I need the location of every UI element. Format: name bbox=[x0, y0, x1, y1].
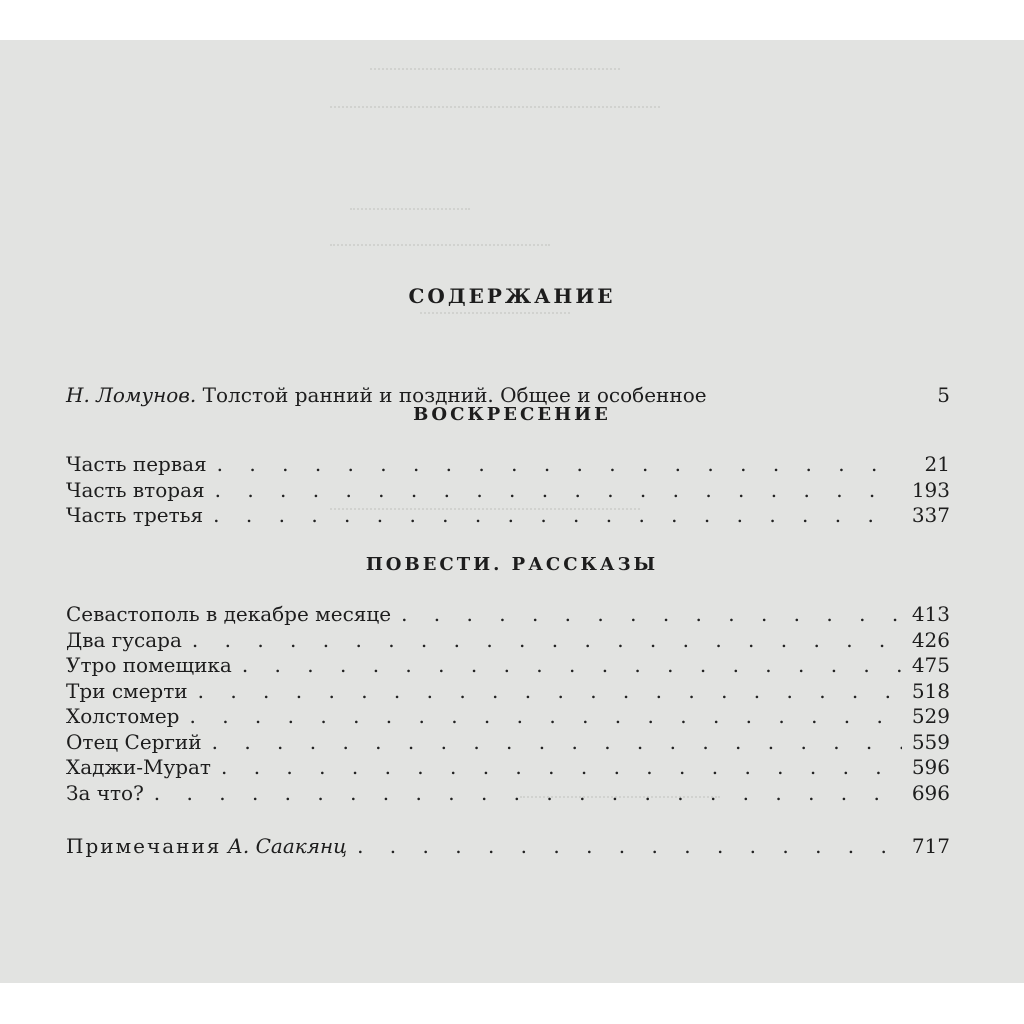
toc-entry-title: Два гусара bbox=[66, 627, 182, 652]
dot-leader bbox=[401, 602, 902, 626]
notes-entry[interactable] bbox=[66, 834, 950, 860]
resurrection-heading: ВОСКРЕСЕНИЕ bbox=[413, 404, 611, 425]
notes-label: Примечания bbox=[66, 834, 222, 858]
toc-entry-page: 426 bbox=[911, 627, 950, 652]
book-page bbox=[0, 40, 1024, 983]
dot-leader bbox=[190, 704, 903, 728]
toc-entry-title: Часть первая bbox=[66, 452, 207, 476]
toc-entry[interactable] bbox=[66, 781, 950, 807]
toc-entry[interactable] bbox=[66, 503, 950, 529]
toc-entry-page: 193 bbox=[911, 477, 950, 502]
toc-entry[interactable] bbox=[66, 452, 950, 478]
dot-leader bbox=[217, 452, 902, 476]
toc-entry-page: 559 bbox=[911, 729, 950, 754]
stories-heading: ПОВЕСТИ. РАССКАЗЫ bbox=[365, 554, 659, 575]
toc-entry-title: Отец Сергий bbox=[66, 729, 202, 754]
intro-author: Н. Ломунов. bbox=[66, 383, 197, 407]
toc-entry-title: Часть третья bbox=[66, 503, 204, 527]
intro-title: Толстой ранний и поздний. Общее и особенное bbox=[202, 383, 707, 407]
toc-entry-page: 21 bbox=[924, 452, 950, 476]
dot-leader bbox=[213, 503, 902, 527]
toc-entry-page: 518 bbox=[911, 678, 950, 703]
toc-entry[interactable] bbox=[66, 704, 950, 730]
toc-entry[interactable] bbox=[66, 653, 950, 679]
stories-toc bbox=[66, 602, 950, 806]
toc-entry-title: Холстомер bbox=[66, 704, 180, 728]
toc-entry-title: Хаджи-Мурат bbox=[66, 755, 211, 779]
dot-leader bbox=[154, 781, 902, 805]
dot-leader bbox=[198, 679, 902, 703]
intro-page-number: 5 bbox=[937, 383, 950, 407]
toc-entry-page: 337 bbox=[911, 503, 950, 527]
toc-entry-page: 529 bbox=[911, 704, 950, 728]
toc-entry[interactable] bbox=[66, 755, 950, 781]
contents-heading: СОДЕРЖАНИЕ bbox=[408, 284, 616, 308]
notes-page: 717 bbox=[911, 834, 950, 858]
notes-author: А. Саакянц bbox=[227, 834, 348, 858]
toc-entry[interactable] bbox=[66, 602, 950, 628]
resurrection-toc bbox=[66, 452, 950, 529]
toc-entry-title: Утро помещика bbox=[66, 653, 232, 677]
dot-leader bbox=[215, 478, 902, 502]
toc-entry-page: 413 bbox=[911, 602, 950, 626]
toc-entry-page: 475 bbox=[911, 653, 950, 677]
toc-entry-title: Часть вторая bbox=[66, 477, 205, 502]
dot-leader bbox=[357, 834, 902, 858]
notes-toc bbox=[66, 834, 950, 860]
toc-entry-page: 696 bbox=[911, 780, 950, 805]
toc-entry-title: За что? bbox=[66, 780, 144, 805]
dot-leader bbox=[242, 653, 902, 677]
toc-entry[interactable] bbox=[66, 628, 950, 654]
toc-entry-title: Три смерти bbox=[66, 678, 188, 703]
toc-entry[interactable] bbox=[66, 730, 950, 756]
dot-leader bbox=[221, 755, 902, 779]
toc-entry-title: Севастополь в декабре месяце bbox=[66, 602, 392, 626]
toc-entry[interactable] bbox=[66, 478, 950, 504]
toc-entry[interactable] bbox=[66, 679, 950, 705]
dot-leader bbox=[192, 628, 902, 652]
dot-leader bbox=[212, 730, 902, 754]
toc-entry-page: 596 bbox=[911, 755, 950, 779]
